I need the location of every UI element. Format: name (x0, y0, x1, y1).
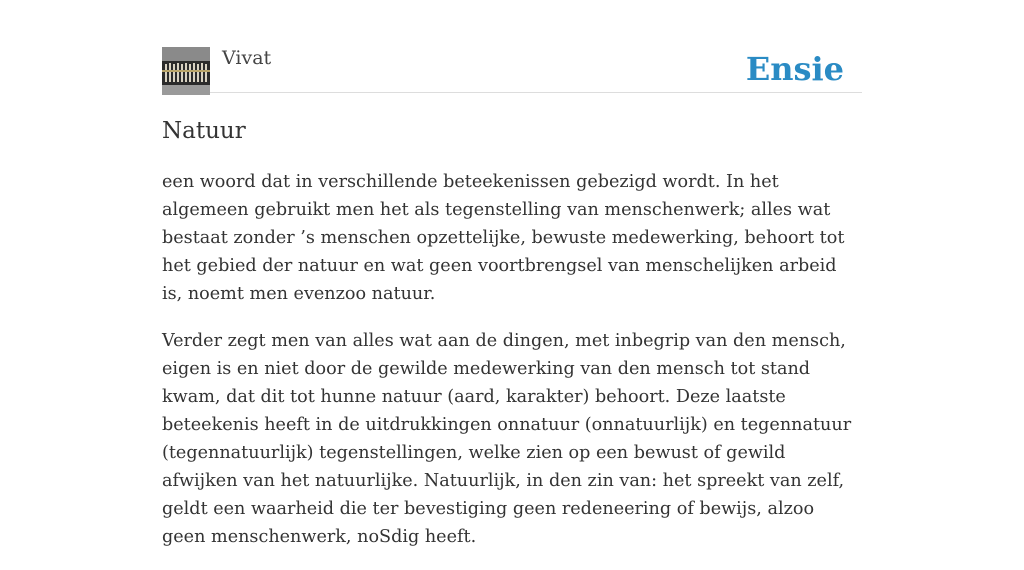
article-body (162, 168, 862, 570)
paragraph: een woord dat in verschillende beteekenissen gebezigd wordt. In het algemeen gebruikt men het als tegenstelling van menschenwerk; alles wat bestaat zonder ’s menschen opzettelijke, bewuste medewerking, behoort tot het gebied der natuur en wat geen voortbrengsel van menschelijken arbeid is, noemt men evenzoo natuur. (162, 172, 845, 304)
brand-logo[interactable]: Ensie (745, 50, 844, 88)
author-name[interactable]: Vivat (222, 47, 272, 69)
bookshelf-avatar-icon[interactable] (162, 47, 210, 95)
page-title: Natuur (162, 118, 246, 144)
header (162, 47, 862, 93)
paragraph: Verder zegt men van alles wat aan de dingen, met inbegrip van den mensch, eigen is en niet door de gewilde medewerking van den mensch tot stand kwam, dat dit tot hunne natuur (aard, karakter) behoort. Deze laatste beteekenis heeft in de uitdrukkingen onnatuur (onnatuurlijk) en tegennatuur (tegennatuurlijk) tegenstellingen, welke zien op een bewust of gewild afwijken van het natuurlijke. Natuurlijk, in den zin van: het spreekt van zelf, geldt een waarheid die ter bevestiging geen redeneering of bewijs, alzoo geen menschenwerk, noSdig heeft. (162, 331, 852, 547)
avatar-image (162, 47, 210, 95)
